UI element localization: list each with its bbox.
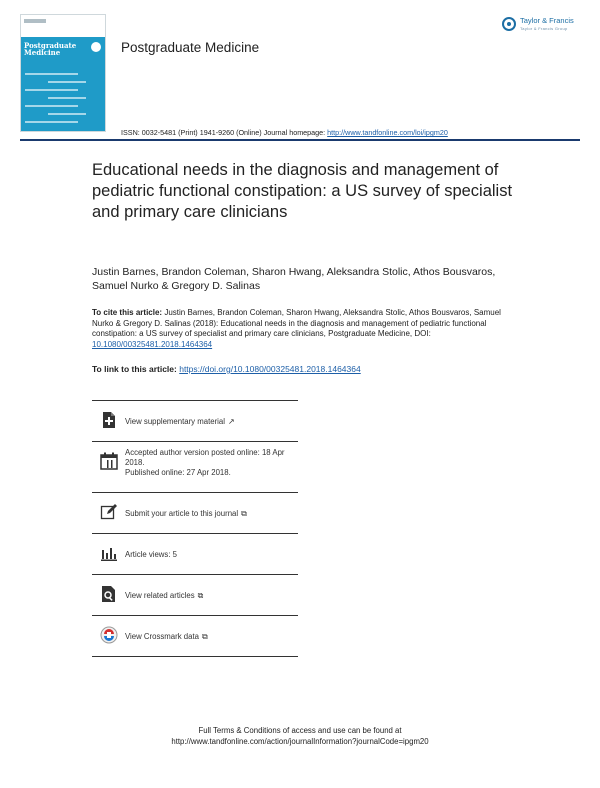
article-actions-list bbox=[92, 400, 298, 657]
link-block bbox=[92, 364, 522, 374]
related-articles-item[interactable] bbox=[92, 574, 298, 615]
submit-article-item[interactable] bbox=[92, 492, 298, 533]
footer-url[interactable]: http://www.tandfonline.com/action/journalInformation?journalCode=ipgm20 bbox=[171, 737, 429, 746]
external-link-icon: ⧉ bbox=[201, 632, 208, 641]
article-title: Educational needs in the diagnosis and management of pediatric functional constipation: a US survey of specialist and primary care clinicians bbox=[92, 161, 513, 221]
cover-seal-icon bbox=[91, 42, 101, 52]
list-end-divider bbox=[92, 656, 298, 657]
article-views: Article views: 5 bbox=[125, 550, 177, 559]
supplementary-material-item[interactable] bbox=[92, 400, 298, 441]
bar-chart-icon bbox=[100, 544, 118, 562]
link-label: To link to this article: bbox=[92, 364, 180, 374]
cite-text: Justin Barnes, Brandon Coleman, Sharon Hwang, Aleksandra Stolic, Athos Bousvaros, Samuel Nurko & Gregory D. Salinas (2018): Educational needs in the diagnosis and management of pediatric functional constipation: a US survey of specialist and primary care clinicians, Postgraduate Medicine, DOI: bbox=[92, 308, 501, 338]
accepted-date: Accepted author version posted online: 18 Apr 2018. bbox=[125, 448, 285, 467]
cover-top-band bbox=[21, 15, 105, 37]
publisher-mark-icon bbox=[502, 17, 516, 31]
cover-contents-lines bbox=[25, 73, 101, 123]
document-search-icon bbox=[100, 585, 118, 603]
publisher-sub: Taylor & Francis Group bbox=[520, 26, 568, 31]
publication-dates-item bbox=[92, 441, 298, 492]
edit-pencil-icon bbox=[100, 503, 118, 521]
article-views-item bbox=[92, 533, 298, 574]
publisher-name: Taylor & Francis bbox=[520, 16, 574, 25]
crossmark-label: View Crossmark data bbox=[125, 632, 199, 641]
crossmark-item[interactable] bbox=[92, 615, 298, 656]
cover-title: Postgraduate Medicine bbox=[24, 41, 77, 57]
external-link-icon: ⧉ bbox=[197, 591, 204, 600]
issn-text: ISSN: 0032-5481 (Print) 1941-9260 (Online) Journal homepage: bbox=[121, 128, 328, 137]
supplementary-label: View supplementary material bbox=[125, 417, 225, 426]
article-doi-url[interactable]: https://doi.org/10.1080/00325481.2018.1464364 bbox=[179, 364, 361, 374]
published-date: Published online: 27 Apr 2018. bbox=[125, 468, 231, 477]
article-authors: Justin Barnes, Brandon Coleman, Sharon Hwang, Aleksandra Stolic, Athos Bousvaros, Samuel Nurko & Gregory D. Salinas bbox=[92, 266, 496, 292]
publisher-logo bbox=[502, 16, 580, 36]
citation-block bbox=[92, 308, 522, 350]
external-arrow-icon: ↗ bbox=[227, 417, 235, 426]
journal-title: Postgraduate Medicine bbox=[121, 40, 260, 55]
journal-homepage-link[interactable]: http://www.tandfonline.com/loi/ipgm20 bbox=[327, 128, 448, 137]
submit-label: Submit your article to this journal bbox=[125, 509, 239, 518]
external-link-icon: ⧉ bbox=[241, 509, 247, 518]
journal-cover-image bbox=[20, 14, 106, 132]
document-plus-icon bbox=[100, 411, 118, 429]
header-divider bbox=[20, 139, 580, 141]
footer-terms: Full Terms & Conditions of access and use can be found at bbox=[198, 726, 402, 735]
issn-line bbox=[121, 128, 448, 137]
crossmark-icon bbox=[100, 626, 118, 644]
related-label: View related articles bbox=[125, 591, 195, 600]
calendar-icon bbox=[100, 452, 118, 470]
footer bbox=[0, 725, 600, 747]
cite-label: To cite this article: bbox=[92, 308, 163, 317]
doi-link[interactable]: 10.1080/00325481.2018.1464364 bbox=[92, 339, 213, 349]
